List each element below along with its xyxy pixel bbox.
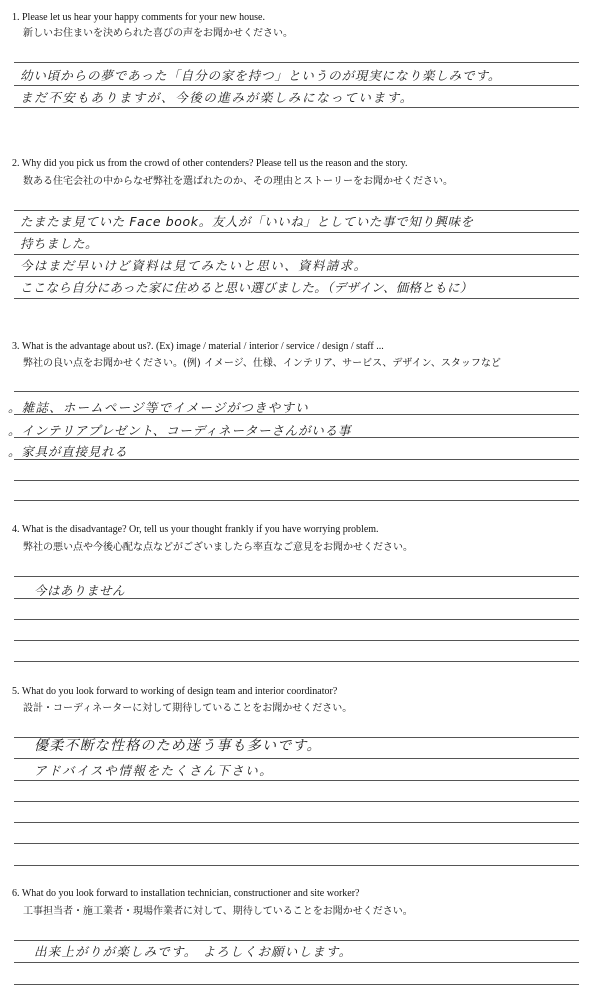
answer-line <box>14 62 579 63</box>
answer-line <box>14 640 579 641</box>
question-3-english: 3. What is the advantage about us?. (Ex) image / material / interior / service / design / staff ... <box>12 341 384 352</box>
answer-6-line-1: 出来上がりが楽しみです。 よろしくお願いします。 <box>34 944 353 959</box>
answer-2-line-1: たまたま見ていた Face book。友人が「いいね」としていた事で知り興味を <box>20 214 474 229</box>
answer-line <box>14 232 579 233</box>
question-5-japanese: 設計・コーディネーターに対して期待していることをお聞かせください。 <box>23 703 353 714</box>
answer-line <box>14 984 579 985</box>
answer-5-line-2: アドバイスや情報をたくさん下さい。 <box>34 763 274 778</box>
question-6-english: 6. What do you look forward to installation technician, constructioner and site worker? <box>12 888 360 899</box>
answer-line <box>14 500 579 501</box>
question-1-japanese: 新しいお住まいを決められた喜びの声をお聞かせください。 <box>23 28 293 39</box>
answer-line <box>14 254 579 255</box>
question-4-japanese: 弊社の悪い点や今後心配な点などがございましたら率直なご意見をお聞かせください。 <box>23 542 413 553</box>
answer-line <box>14 598 579 599</box>
answer-3-line-1: 。雑誌、ホームページ等でイメージがつきやすい <box>8 400 309 415</box>
question-6-japanese: 工事担当者・施工業者・現場作業者に対して、期待していることをお聞かせください。 <box>23 906 413 917</box>
answer-line <box>14 85 579 86</box>
answer-2-line-2: 持ちました。 <box>20 236 99 251</box>
answer-line <box>14 276 579 277</box>
answer-line <box>14 576 579 577</box>
answer-line <box>14 758 579 759</box>
answer-line <box>14 414 579 415</box>
answer-line <box>14 391 579 392</box>
answer-line <box>14 107 579 108</box>
answer-4-line-1: 今はありません <box>34 583 126 598</box>
question-2-japanese: 数ある住宅会社の中からなぜ弊社を選ばれたのか、その理由とストーリーをお聞かせください。 <box>23 176 453 187</box>
answer-line <box>14 619 579 620</box>
answer-line <box>14 298 579 299</box>
answer-line <box>14 801 579 802</box>
answer-2-line-4: ここなら自分にあった家に住めると思い選びました。（デザイン、価格ともに） <box>20 280 473 295</box>
answer-3-line-2: 。インテリアプレゼント、コーディネーターさんがいる事 <box>8 423 352 438</box>
answer-line <box>14 210 579 211</box>
answer-line <box>14 437 579 438</box>
answer-line <box>14 962 579 963</box>
answer-5-line-1: 優柔不断な性格のため迷う事も多いです。 <box>34 738 322 754</box>
question-4-english: 4. What is the disadvantage? Or, tell us your thought frankly if you have worrying problem. <box>12 524 379 535</box>
answer-3-line-3: 。家具が直接見れる <box>8 444 128 459</box>
answer-line <box>14 843 579 844</box>
answer-line <box>14 822 579 823</box>
answer-1-line-1: 幼い頃からの夢であった「自分の家を持つ」というのが現実になり楽しみです。 <box>20 68 502 83</box>
answer-line <box>14 480 579 481</box>
answer-1-line-2: まだ不安もありますが、今後の進みが楽しみになっています。 <box>20 90 414 105</box>
question-3-japanese: 弊社の良い点をお聞かせください。(例) イメージ、仕様、インテリア、サービス、デザイン、スタッフなど <box>23 358 501 369</box>
answer-2-line-3: 今はまだ早いけど資料は見てみたいと思い、資料請求。 <box>20 258 368 273</box>
answer-line <box>14 940 579 941</box>
question-1-english: 1. Please let us hear your happy comments for your new house. <box>12 12 265 23</box>
answer-line <box>14 459 579 460</box>
answer-line <box>14 865 579 866</box>
answer-line <box>14 661 579 662</box>
question-5-english: 5. What do you look forward to working of design team and interior coordinator? <box>12 686 338 697</box>
answer-line <box>14 780 579 781</box>
question-2-english: 2. Why did you pick us from the crowd of other contenders? Please tell us the reason and the story. <box>12 158 408 169</box>
